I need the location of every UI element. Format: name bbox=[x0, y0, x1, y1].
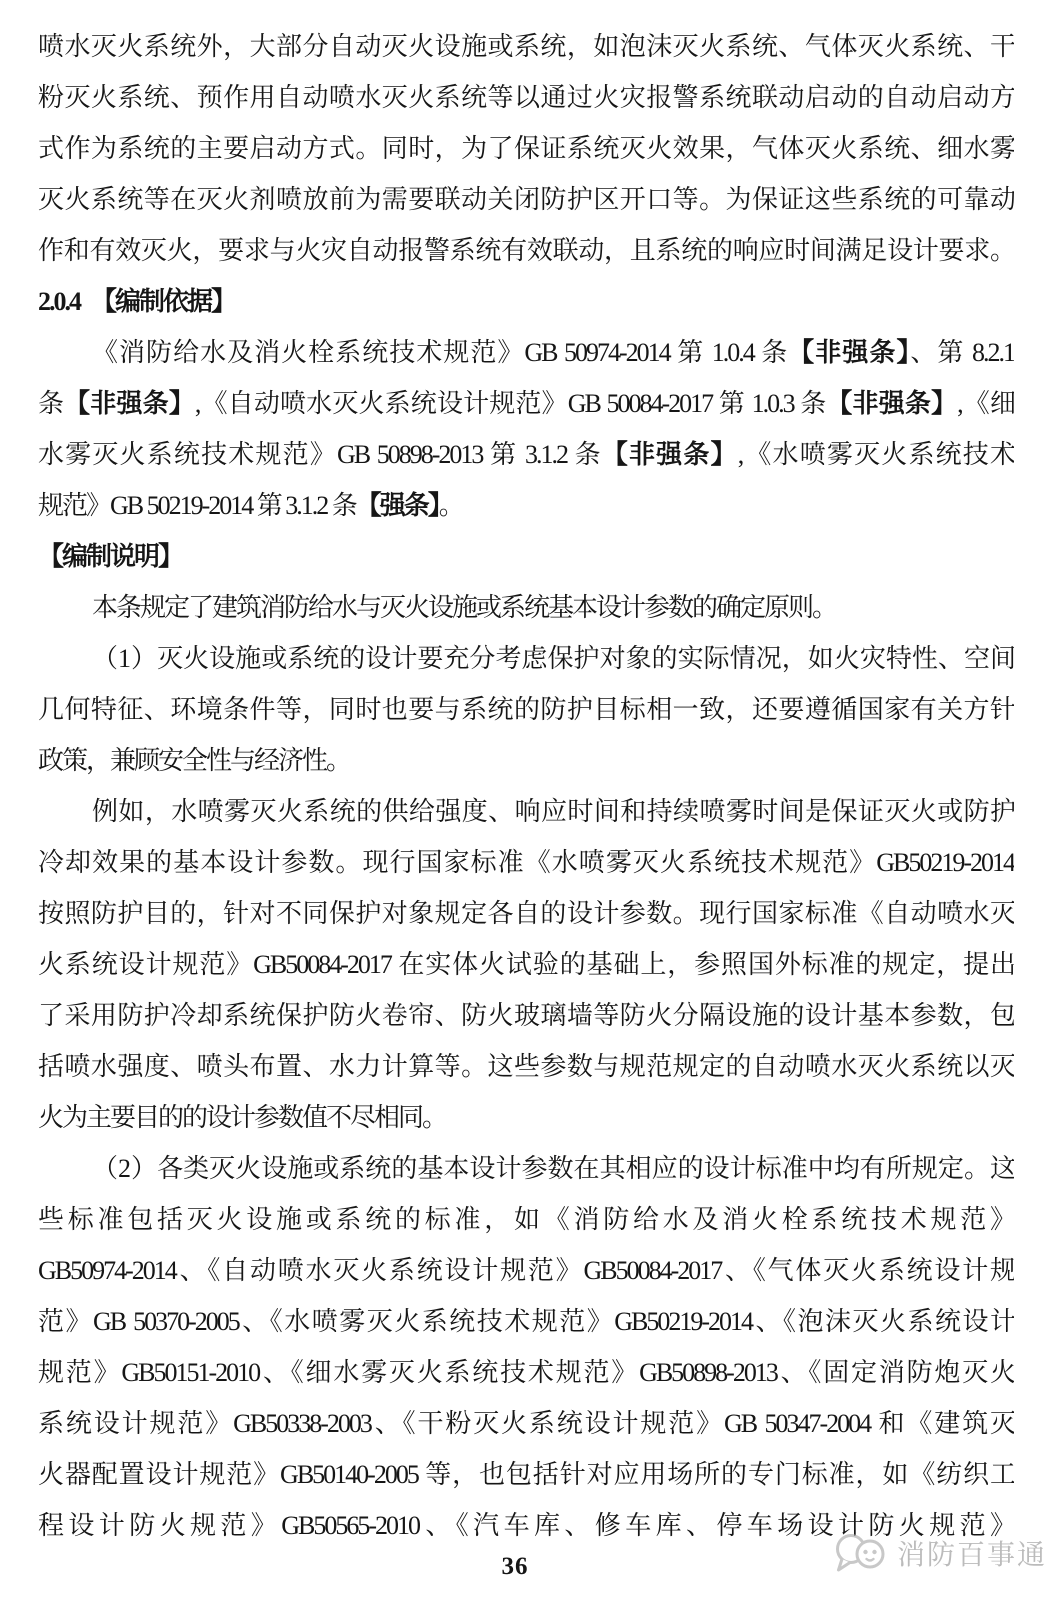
text-segment: 《消防给水及消火栓系统技术规范》GB 50974-2014 第 1.0.4 条 bbox=[92, 338, 789, 367]
text-segment: 些标准包括灭火设施或系统的标准，如《消防给水及消火栓系统技术规范》 bbox=[38, 1205, 1014, 1234]
text-line bbox=[38, 1347, 1014, 1398]
text-line bbox=[38, 480, 1014, 531]
text-segment: 规范》GB50151-2010、《细水雾灭火系统技术规范》GB50898-2013、《固定消防炮灭火 bbox=[38, 1358, 1014, 1387]
text-segment: 了采用防护冷却系统保护防火卷帘、防火玻璃墙等防火分隔设施的设计基本参数，包 bbox=[38, 1001, 1014, 1030]
page-number: 36 bbox=[501, 1553, 529, 1580]
text-segment: 条 bbox=[38, 389, 65, 418]
text-line bbox=[38, 684, 1014, 735]
text-segment: 作和有效灭火，要求与火灾自动报警系统有效联动，且系统的响应时间满足设计要求。 bbox=[38, 236, 1014, 265]
text-segment: （2）各类灭火设施或系统的基本设计参数在其相应的设计标准中均有所规定。这 bbox=[92, 1154, 1014, 1183]
text-segment: 系统设计规范》GB50338-2003、《干粉灭火系统设计规范》GB 50347-2004 和《建筑灭 bbox=[38, 1409, 1014, 1438]
chat-bubbles-icon bbox=[834, 1532, 892, 1574]
text-block bbox=[38, 21, 1014, 1551]
bold-text-segment: 【编制说明】 bbox=[38, 542, 183, 571]
text-line bbox=[38, 276, 1014, 327]
text-line bbox=[38, 1398, 1014, 1449]
text-line bbox=[38, 174, 1014, 225]
text-segment: （1）灭火设施或系统的设计要充分考虑保护对象的实际情况，如火灾特性、空间 bbox=[92, 644, 1014, 673]
text-line bbox=[38, 633, 1014, 684]
text-segment: GB50974-2014、《自动喷水灭火系统设计规范》GB50084-2017、《气体灭火系统设计规 bbox=[38, 1256, 1014, 1285]
text-segment: 喷水灭火系统外，大部分自动灭火设施或系统，如泡沫灭火系统、气体灭火系统、干 bbox=[38, 32, 1014, 61]
text-segment: 范》GB 50370-2005、《水喷雾灭火系统技术规范》GB50219-2014、《泡沫灭火系统设计 bbox=[38, 1307, 1014, 1336]
text-line bbox=[38, 72, 1014, 123]
text-line bbox=[38, 1296, 1014, 1347]
watermark-text: 消防百事通 bbox=[897, 1540, 1048, 1571]
bold-text-segment: 2.0.4 【编制依据】 bbox=[38, 287, 236, 316]
text-segment: 冷却效果的基本设计参数。现行国家标准《水喷雾灭火系统技术规范》GB50219-2014 bbox=[38, 848, 1014, 877]
text-line bbox=[38, 531, 1014, 582]
text-segment: 例如，水喷雾灭火系统的供给强度、响应时间和持续喷雾时间是保证灭火或防护 bbox=[92, 797, 1014, 826]
text-segment: ,《水喷雾灭火系统技术 bbox=[737, 440, 1014, 469]
text-line bbox=[38, 1143, 1014, 1194]
text-line bbox=[38, 735, 1014, 786]
text-line bbox=[38, 939, 1014, 990]
text-line bbox=[38, 1449, 1014, 1500]
bold-text-segment: 【非强条】 bbox=[826, 389, 958, 418]
text-segment: 规范》GB 50219-2014 第 3.1.2 条 bbox=[38, 491, 356, 520]
text-line bbox=[38, 21, 1014, 72]
text-line bbox=[38, 786, 1014, 837]
text-line bbox=[38, 1245, 1014, 1296]
text-line bbox=[38, 327, 1014, 378]
text-line bbox=[38, 1194, 1014, 1245]
text-segment: 灭火系统等在灭火剂喷放前为需要联动关闭防护区开口等。为保证这些系统的可靠动 bbox=[38, 185, 1014, 214]
text-segment: 、第 8.2.1 bbox=[910, 338, 1014, 367]
watermark bbox=[834, 1532, 1047, 1574]
text-segment: 式作为系统的主要启动方式。同时，为了保证系统灭火效果，气体灭火系统、细水雾 bbox=[38, 134, 1014, 163]
text-segment: 括喷水强度、喷头布置、水力计算等。这些参数与规范规定的自动喷水灭火系统以灭 bbox=[38, 1052, 1014, 1081]
text-segment: 政策，兼顾安全性与经济性。 bbox=[38, 746, 351, 775]
text-segment: 本条规定了建筑消防给水与灭火设施或系统基本设计参数的确定原则。 bbox=[92, 593, 837, 622]
text-segment: 几何特征、环境条件等，同时也要与系统的防护目标相一致，还要遵循国家有关方针 bbox=[38, 695, 1014, 724]
text-segment: 按照防护目的，针对不同保护对象规定各自的设计参数。现行国家标准《自动喷水灭 bbox=[38, 899, 1014, 928]
text-line bbox=[38, 123, 1014, 174]
text-line bbox=[38, 429, 1014, 480]
text-line bbox=[38, 225, 1014, 276]
text-segment: 。 bbox=[438, 491, 463, 520]
text-segment: 水雾灭火系统技术规范》GB 50898-2013 第 3.1.2 条 bbox=[38, 440, 602, 469]
text-segment: ,《细 bbox=[957, 389, 1014, 418]
text-line bbox=[38, 582, 1014, 633]
text-segment: 火器配置设计规范》GB50140-2005 等，也包括针对应用场所的专门标准，如《纺织工 bbox=[38, 1460, 1014, 1489]
text-segment: 粉灭火系统、预作用自动喷水灭火系统等以通过火灾报警系统联动启动的自动启动方 bbox=[38, 83, 1014, 112]
bold-text-segment: 【非强条】 bbox=[788, 338, 911, 367]
text-line bbox=[38, 990, 1014, 1041]
bold-text-segment: 【非强条】 bbox=[64, 389, 195, 418]
bold-text-segment: 【非强条】 bbox=[601, 440, 738, 469]
text-segment: 火为主要目的的设计参数值不尽相同。 bbox=[38, 1103, 447, 1132]
text-line bbox=[38, 1092, 1014, 1143]
text-line bbox=[38, 1041, 1014, 1092]
bold-text-segment: 【强条】 bbox=[355, 491, 439, 520]
text-segment: ,《自动喷水灭火系统设计规范》GB 50084-2017 第 1.0.3 条 bbox=[194, 389, 827, 418]
text-segment: 火系统设计规范》GB50084-2017 在实体火试验的基础上，参照国外标准的规定，提出 bbox=[38, 950, 1014, 979]
text-line bbox=[38, 837, 1014, 888]
text-line bbox=[38, 888, 1014, 939]
text-segment: 程设计防火规范》GB50565-2010、《汽车库、修车库、停车场设计防火规范》 bbox=[38, 1511, 1014, 1540]
text-line bbox=[38, 378, 1014, 429]
